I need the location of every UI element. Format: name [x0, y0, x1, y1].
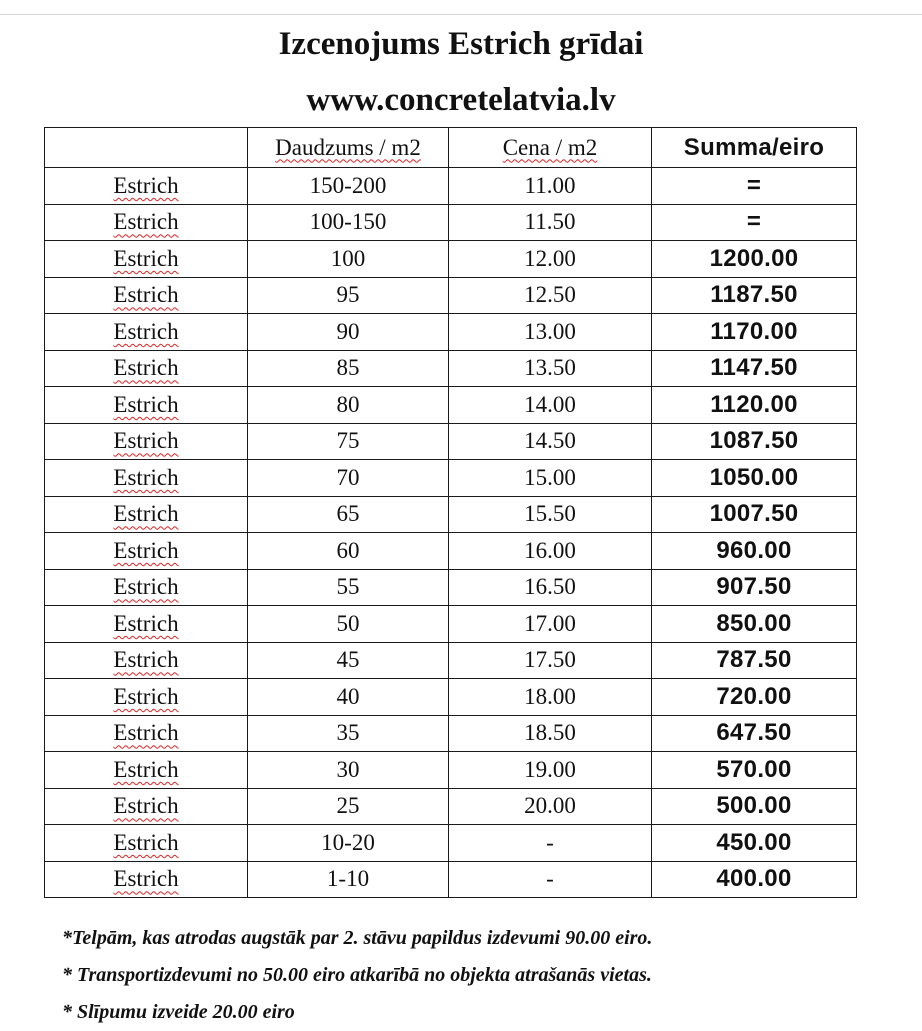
- cell-quantity: 150-200: [248, 168, 449, 205]
- table-header-row: [45, 128, 857, 168]
- cell-price: 17.50: [449, 642, 652, 679]
- notes: [62, 920, 902, 1031]
- cell-price: 16.50: [449, 569, 652, 606]
- cell-price: 14.00: [449, 387, 652, 424]
- product-name: Estrich: [113, 355, 179, 381]
- product-name: Estrich: [113, 866, 179, 892]
- product-name: Estrich: [113, 464, 179, 490]
- cell-product: [45, 241, 248, 278]
- cell-product: [45, 861, 248, 898]
- table-row: [45, 496, 857, 533]
- cell-quantity: 90: [248, 314, 449, 351]
- price-table: [44, 127, 857, 898]
- cell-sum: 960.00: [652, 533, 857, 570]
- header-cell-empty: [45, 128, 248, 168]
- cell-product: [45, 715, 248, 752]
- cell-quantity: 100: [248, 241, 449, 278]
- cell-quantity: 85: [248, 350, 449, 387]
- table-row: [45, 241, 857, 278]
- cell-price: 11.00: [449, 168, 652, 205]
- cell-product: [45, 788, 248, 825]
- table-row: [45, 277, 857, 314]
- cell-quantity: 30: [248, 752, 449, 789]
- table-row: [45, 350, 857, 387]
- cell-product: [45, 533, 248, 570]
- cell-quantity: 40: [248, 679, 449, 716]
- cell-sum: 720.00: [652, 679, 857, 716]
- cell-product: [45, 752, 248, 789]
- cell-product: [45, 423, 248, 460]
- table-row: [45, 752, 857, 789]
- product-name: Estrich: [113, 537, 179, 563]
- header-quantity-label: Daudzums / m2: [275, 134, 421, 160]
- table-row: [45, 788, 857, 825]
- cell-price: -: [449, 825, 652, 862]
- table-row: [45, 423, 857, 460]
- product-name: Estrich: [113, 720, 179, 746]
- product-name: Estrich: [113, 318, 179, 344]
- cell-sum: 1147.50: [652, 350, 857, 387]
- product-name: Estrich: [113, 391, 179, 417]
- cell-price: 15.50: [449, 496, 652, 533]
- cell-product: [45, 350, 248, 387]
- table-row: [45, 387, 857, 424]
- cell-price: 12.00: [449, 241, 652, 278]
- cell-sum: 450.00: [652, 825, 857, 862]
- cell-price: 17.00: [449, 606, 652, 643]
- cell-sum: 1007.50: [652, 496, 857, 533]
- cell-sum: 1087.50: [652, 423, 857, 460]
- cell-product: [45, 606, 248, 643]
- cell-sum: =: [652, 168, 857, 205]
- header-cell-quantity: [248, 128, 449, 168]
- cell-quantity: 60: [248, 533, 449, 570]
- cell-quantity: 65: [248, 496, 449, 533]
- table-row: [45, 715, 857, 752]
- table-row: [45, 861, 857, 898]
- cell-quantity: 1-10: [248, 861, 449, 898]
- product-name: Estrich: [113, 829, 179, 855]
- table-row: [45, 606, 857, 643]
- product-name: Estrich: [113, 574, 179, 600]
- cell-price: 13.00: [449, 314, 652, 351]
- cell-product: [45, 168, 248, 205]
- cell-quantity: 80: [248, 387, 449, 424]
- cell-sum: 1120.00: [652, 387, 857, 424]
- cell-sum: 787.50: [652, 642, 857, 679]
- cell-product: [45, 460, 248, 497]
- cell-product: [45, 387, 248, 424]
- table-row: [45, 533, 857, 570]
- table-row: [45, 825, 857, 862]
- cell-price: -: [449, 861, 652, 898]
- cell-product: [45, 825, 248, 862]
- product-name: Estrich: [113, 428, 179, 454]
- header-cell-sum: Summa/eiro: [652, 128, 857, 168]
- cell-quantity: 35: [248, 715, 449, 752]
- cell-product: [45, 204, 248, 241]
- cell-quantity: 55: [248, 569, 449, 606]
- cell-quantity: 75: [248, 423, 449, 460]
- note-floor-surcharge: *Telpām, kas atrodas augstāk par 2. stāvu papildus izdevumi 90.00 eiro.: [62, 927, 653, 949]
- cell-price: 15.00: [449, 460, 652, 497]
- table-row: [45, 569, 857, 606]
- cell-sum: 647.50: [652, 715, 857, 752]
- table-body: [45, 168, 857, 898]
- cell-product: [45, 642, 248, 679]
- cell-quantity: 45: [248, 642, 449, 679]
- cell-quantity: 100-150: [248, 204, 449, 241]
- product-name: Estrich: [113, 647, 179, 673]
- table-row: [45, 642, 857, 679]
- header-cell-price: [449, 128, 652, 168]
- cell-quantity: 50: [248, 606, 449, 643]
- header-price-label: Cena / m2: [502, 134, 598, 160]
- table-row: [45, 204, 857, 241]
- note-slope: * Slīpumu izveide 20.00 eiro: [62, 1001, 295, 1023]
- product-name: Estrich: [113, 756, 179, 782]
- cell-sum: 1200.00: [652, 241, 857, 278]
- cell-price: 16.00: [449, 533, 652, 570]
- website-url: www.concretelatvia.lv: [306, 82, 616, 118]
- cell-sum: 1170.00: [652, 314, 857, 351]
- cell-product: [45, 569, 248, 606]
- document-title: Izcenojums Estrich grīdai: [278, 26, 644, 62]
- product-name: Estrich: [113, 282, 179, 308]
- cell-product: [45, 496, 248, 533]
- cell-sum: 500.00: [652, 788, 857, 825]
- cell-quantity: 70: [248, 460, 449, 497]
- product-name: Estrich: [113, 209, 179, 235]
- cell-product: [45, 314, 248, 351]
- top-divider: [0, 14, 922, 15]
- cell-quantity: 25: [248, 788, 449, 825]
- product-name: Estrich: [113, 793, 179, 819]
- cell-price: 19.00: [449, 752, 652, 789]
- cell-price: 11.50: [449, 204, 652, 241]
- cell-price: 14.50: [449, 423, 652, 460]
- cell-price: 18.50: [449, 715, 652, 752]
- note-transport: * Transportizdevumi no 50.00 eiro atkarībā no objekta atrašanās vietas.: [62, 964, 652, 986]
- cell-price: 12.50: [449, 277, 652, 314]
- product-name: Estrich: [113, 501, 179, 527]
- cell-sum: 400.00: [652, 861, 857, 898]
- product-name: Estrich: [113, 683, 179, 709]
- cell-sum: 850.00: [652, 606, 857, 643]
- table-row: [45, 168, 857, 205]
- table-row: [45, 460, 857, 497]
- cell-quantity: 95: [248, 277, 449, 314]
- table-row: [45, 314, 857, 351]
- cell-quantity: 10-20: [248, 825, 449, 862]
- cell-price: 13.50: [449, 350, 652, 387]
- product-name: Estrich: [113, 245, 179, 271]
- product-name: Estrich: [113, 172, 179, 198]
- cell-product: [45, 277, 248, 314]
- cell-sum: 1050.00: [652, 460, 857, 497]
- cell-sum: 570.00: [652, 752, 857, 789]
- cell-sum: 907.50: [652, 569, 857, 606]
- product-name: Estrich: [113, 610, 179, 636]
- cell-price: 18.00: [449, 679, 652, 716]
- cell-product: [45, 679, 248, 716]
- cell-price: 20.00: [449, 788, 652, 825]
- cell-sum: =: [652, 204, 857, 241]
- table-row: [45, 679, 857, 716]
- cell-sum: 1187.50: [652, 277, 857, 314]
